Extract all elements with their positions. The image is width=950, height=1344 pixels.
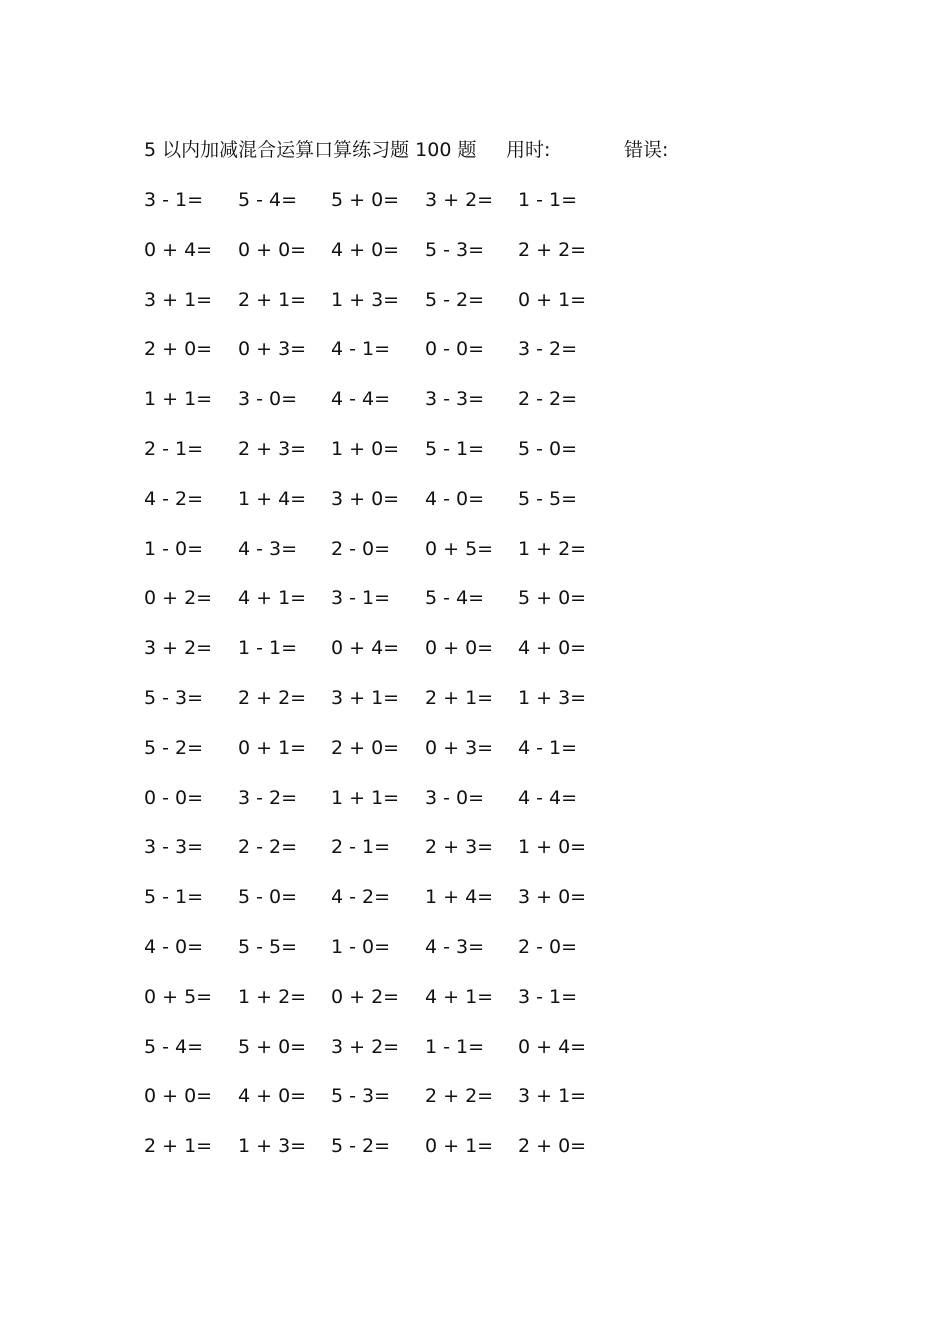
problem-row: [144, 784, 644, 834]
problem-item: 0 + 4=: [518, 1035, 587, 1058]
problem-item: 5 - 2=: [144, 736, 204, 759]
problem-row: [144, 734, 644, 784]
problem-item: 5 - 4=: [425, 587, 485, 610]
problem-item: 1 + 3=: [518, 686, 587, 709]
problem-item: 0 - 0=: [425, 338, 485, 361]
problem-item: 2 + 2=: [518, 238, 587, 261]
problem-item: 1 - 1=: [518, 189, 578, 211]
problem-row: [144, 883, 644, 933]
problem-item: 0 + 2=: [144, 587, 213, 610]
problem-item: 0 + 4=: [144, 238, 213, 261]
problem-item: 2 - 2=: [518, 388, 578, 411]
problem-row: [144, 385, 644, 435]
problem-item: 3 - 0=: [425, 786, 485, 809]
problem-item: 3 + 0=: [518, 886, 587, 909]
problem-row: [144, 1082, 644, 1132]
problem-item: 1 + 4=: [238, 487, 307, 510]
problem-item: 5 - 4=: [238, 189, 298, 211]
problem-item: 5 - 3=: [425, 238, 485, 261]
problem-item: 2 - 0=: [331, 537, 391, 560]
problem-item: 3 - 2=: [238, 786, 298, 809]
problem-item: 0 + 1=: [425, 1135, 494, 1158]
problem-item: 1 + 0=: [518, 836, 587, 859]
problem-item: 3 + 2=: [331, 1035, 400, 1058]
problem-item: 1 + 4=: [425, 886, 494, 909]
problem-item: 1 + 1=: [144, 388, 213, 411]
problem-item: 4 + 1=: [425, 985, 494, 1008]
problem-item: 2 + 3=: [425, 836, 494, 859]
problem-item: 1 - 1=: [238, 637, 298, 660]
problem-item: 5 + 0=: [518, 587, 587, 610]
problem-item: 4 - 0=: [425, 487, 485, 510]
problem-item: 5 + 0=: [238, 1035, 307, 1058]
problem-item: 4 - 2=: [331, 886, 391, 909]
problem-item: 3 + 2=: [425, 189, 494, 211]
problem-item: 2 + 2=: [425, 1085, 494, 1108]
problem-item: 2 + 0=: [331, 736, 400, 759]
problem-item: 3 - 3=: [425, 388, 485, 411]
worksheet-title: 5 以内加减混合运算口算练习题 100 题: [144, 139, 477, 161]
problem-item: 3 - 0=: [238, 388, 298, 411]
problem-item: 3 - 2=: [518, 338, 578, 361]
problem-item: 3 - 3=: [144, 836, 204, 859]
problem-row: [144, 1132, 644, 1182]
problem-item: 2 + 1=: [425, 686, 494, 709]
worksheet-header: [144, 136, 844, 164]
problem-item: 5 - 2=: [331, 1135, 391, 1158]
problem-item: 3 - 1=: [518, 985, 578, 1008]
problem-item: 4 + 0=: [518, 637, 587, 660]
problem-item: 0 - 0=: [144, 786, 204, 809]
problem-item: 0 + 0=: [144, 1085, 213, 1108]
problem-item: 4 - 4=: [331, 388, 391, 411]
problem-item: 2 + 2=: [238, 686, 307, 709]
problem-row: [144, 485, 644, 535]
problem-item: 5 - 0=: [238, 886, 298, 909]
problem-row: [144, 435, 644, 485]
problem-item: 3 - 1=: [144, 189, 204, 211]
problem-item: 0 + 5=: [425, 537, 494, 560]
problem-row: [144, 634, 644, 684]
problem-item: 1 - 1=: [425, 1035, 485, 1058]
problem-item: 3 + 2=: [144, 637, 213, 660]
problem-item: 3 + 0=: [331, 487, 400, 510]
problem-item: 3 + 1=: [518, 1085, 587, 1108]
problem-item: 2 + 3=: [238, 437, 307, 460]
problem-item: 2 + 0=: [144, 338, 213, 361]
problem-grid: [144, 186, 644, 1182]
problem-row: [144, 833, 644, 883]
problem-item: 4 - 4=: [518, 786, 578, 809]
problem-item: 5 - 3=: [144, 686, 204, 709]
problem-item: 5 - 1=: [144, 886, 204, 909]
problem-item: 0 + 0=: [238, 238, 307, 261]
problem-row: [144, 684, 644, 734]
problem-row: [144, 933, 644, 983]
problem-item: 0 + 3=: [425, 736, 494, 759]
problem-item: 3 + 1=: [331, 686, 400, 709]
problem-item: 1 - 0=: [331, 935, 391, 958]
problem-item: 4 - 0=: [144, 935, 204, 958]
problem-row: [144, 1033, 644, 1083]
problem-row: [144, 186, 644, 236]
problem-item: 1 + 1=: [331, 786, 400, 809]
problem-item: 2 + 1=: [238, 288, 307, 311]
problem-item: 3 - 1=: [331, 587, 391, 610]
problem-item: 2 - 1=: [144, 437, 204, 460]
problem-item: 0 + 4=: [331, 637, 400, 660]
problem-item: 2 - 2=: [238, 836, 298, 859]
problem-row: [144, 535, 644, 585]
problem-item: 5 - 3=: [331, 1085, 391, 1108]
problem-item: 5 - 5=: [238, 935, 298, 958]
problem-item: 5 - 2=: [425, 288, 485, 311]
problem-item: 5 - 5=: [518, 487, 578, 510]
problem-item: 5 + 0=: [331, 189, 400, 211]
problem-row: [144, 983, 644, 1033]
problem-item: 0 + 1=: [238, 736, 307, 759]
problem-item: 2 - 1=: [331, 836, 391, 859]
problem-item: 5 - 4=: [144, 1035, 204, 1058]
errors-label: 错误:: [624, 139, 669, 161]
problem-item: 1 + 3=: [238, 1135, 307, 1158]
problem-item: 1 + 0=: [331, 437, 400, 460]
problem-item: 3 + 1=: [144, 288, 213, 311]
problem-item: 4 - 1=: [518, 736, 578, 759]
problem-item: 1 + 2=: [518, 537, 587, 560]
problem-item: 1 - 0=: [144, 537, 204, 560]
problem-item: 4 + 0=: [238, 1085, 307, 1108]
problem-item: 0 + 5=: [144, 985, 213, 1008]
problem-item: 0 + 1=: [518, 288, 587, 311]
problem-item: 2 - 0=: [518, 935, 578, 958]
problem-item: 0 + 0=: [425, 637, 494, 660]
problem-item: 4 + 0=: [331, 238, 400, 261]
problem-item: 5 - 0=: [518, 437, 578, 460]
time-used-label: 用时:: [506, 139, 551, 161]
problem-row: [144, 236, 644, 286]
problem-item: 4 - 3=: [238, 537, 298, 560]
problem-item: 4 - 3=: [425, 935, 485, 958]
problem-item: 2 + 0=: [518, 1135, 587, 1158]
problem-item: 2 + 1=: [144, 1135, 213, 1158]
problem-row: [144, 335, 644, 385]
problem-item: 5 - 1=: [425, 437, 485, 460]
problem-item: 0 + 2=: [331, 985, 400, 1008]
problem-item: 1 + 3=: [331, 288, 400, 311]
problem-item: 4 + 1=: [238, 587, 307, 610]
problem-item: 0 + 3=: [238, 338, 307, 361]
problem-item: 4 - 1=: [331, 338, 391, 361]
problem-item: 1 + 2=: [238, 985, 307, 1008]
problem-row: [144, 286, 644, 336]
problem-row: [144, 584, 644, 634]
problem-item: 4 - 2=: [144, 487, 204, 510]
